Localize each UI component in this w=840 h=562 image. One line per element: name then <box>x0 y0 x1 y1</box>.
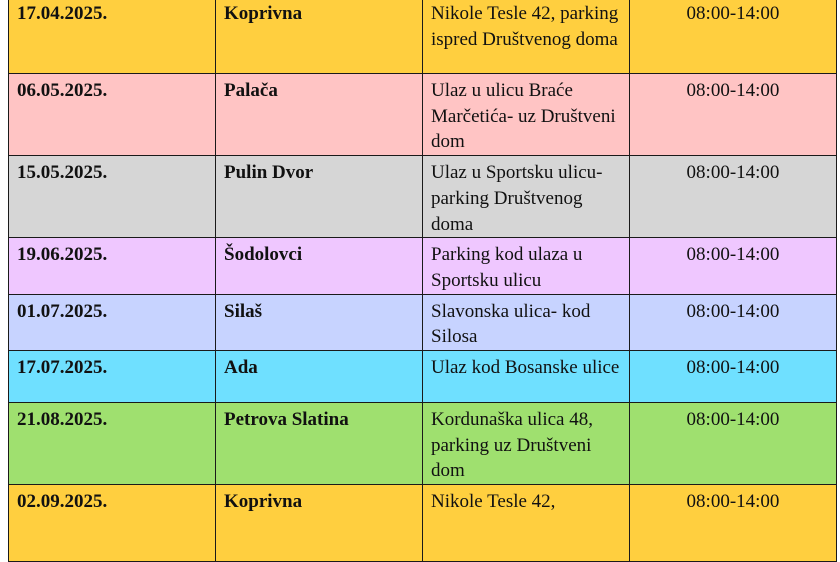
table-row <box>9 0 837 74</box>
date-cell: 17.04.2025. <box>9 0 216 74</box>
time-cell: 08:00-14:00 <box>630 238 837 294</box>
place-cell: Petrova Slatina <box>216 403 423 485</box>
table-row <box>9 403 837 485</box>
location-cell: Ulaz u Sportsku ulicu-parking Društvenog doma <box>423 156 630 238</box>
location-cell: Nikole Tesle 42, <box>423 485 630 562</box>
place-cell: Koprivna <box>216 0 423 74</box>
date-cell: 02.09.2025. <box>9 485 216 562</box>
collection-schedule-table <box>8 0 837 562</box>
location-cell: Slavonska ulica- kod Silosa <box>423 294 630 350</box>
table-row <box>9 238 837 294</box>
time-cell: 08:00-14:00 <box>630 156 837 238</box>
date-cell: 06.05.2025. <box>9 74 216 156</box>
time-cell: 08:00-14:00 <box>630 403 837 485</box>
time-cell: 08:00-14:00 <box>630 0 837 74</box>
date-cell: 19.06.2025. <box>9 238 216 294</box>
place-cell: Silaš <box>216 294 423 350</box>
table-row <box>9 156 837 238</box>
location-cell: Nikole Tesle 42, parking ispred Društvenog doma <box>423 0 630 74</box>
table-row <box>9 485 837 562</box>
date-cell: 17.07.2025. <box>9 351 216 403</box>
date-cell: 01.07.2025. <box>9 294 216 350</box>
location-cell: Ulaz u ulicu Braće Marčetića- uz Društveni dom <box>423 74 630 156</box>
place-cell: Koprivna <box>216 485 423 562</box>
time-cell: 08:00-14:00 <box>630 74 837 156</box>
location-cell: Kordunaška ulica 48, parking uz Društveni dom <box>423 403 630 485</box>
time-cell: 08:00-14:00 <box>630 294 837 350</box>
location-cell: Ulaz kod Bosanske ulice <box>423 351 630 403</box>
time-cell: 08:00-14:00 <box>630 351 837 403</box>
date-cell: 21.08.2025. <box>9 403 216 485</box>
place-cell: Pulin Dvor <box>216 156 423 238</box>
table-row <box>9 74 837 156</box>
table-row <box>9 294 837 350</box>
date-cell: 15.05.2025. <box>9 156 216 238</box>
time-cell: 08:00-14:00 <box>630 485 837 562</box>
place-cell: Šodolovci <box>216 238 423 294</box>
location-cell: Parking kod ulaza u Sportsku ulicu <box>423 238 630 294</box>
table-row <box>9 351 837 403</box>
place-cell: Ada <box>216 351 423 403</box>
place-cell: Palača <box>216 74 423 156</box>
